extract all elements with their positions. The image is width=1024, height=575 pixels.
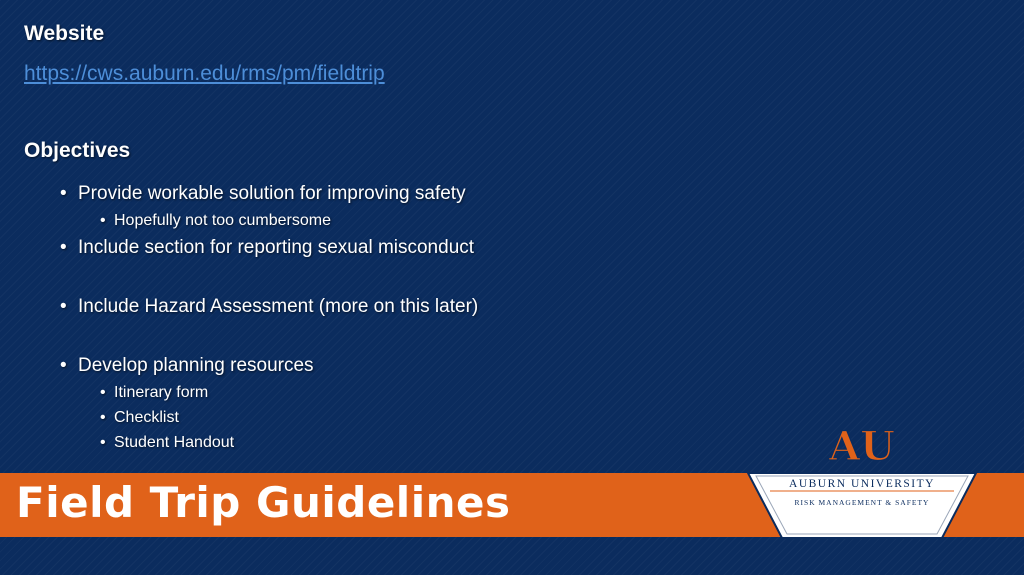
- bullet-icon: •: [60, 296, 67, 317]
- bullet-icon: •: [100, 409, 106, 426]
- au-monogram-icon: [828, 423, 895, 470]
- logo-org-name: AUBURN UNIVERSITY: [789, 478, 935, 490]
- bullet-icon: •: [100, 212, 106, 229]
- svg-text:AU: AU: [829, 423, 895, 470]
- website-heading: Website: [24, 22, 105, 45]
- objective-item: • Include Hazard Assessment (more on this later): [60, 296, 479, 317]
- logo-graphic: [746, 418, 978, 540]
- bullet-icon: •: [60, 183, 67, 204]
- bullet-icon: •: [60, 355, 67, 376]
- logo-dept-name: RISK MANAGEMENT & SAFETY: [794, 498, 930, 507]
- objective-item: • Include section for reporting sexual misconduct: [60, 237, 475, 258]
- objective-subitem: • Hopefully not too cumbersome: [100, 212, 331, 229]
- objective-item: • Provide workable solution for improving safety: [60, 183, 466, 204]
- slide-title: Field Trip Guidelines: [16, 478, 511, 527]
- objective-item: • Develop planning resources: [60, 355, 314, 376]
- objective-subitem: • Student Handout: [100, 434, 235, 451]
- objective-subitem: • Checklist: [100, 409, 179, 426]
- objective-subitem: • Itinerary form: [100, 384, 209, 401]
- website-link[interactable]: https://cws.auburn.edu/rms/pm/fieldtrip: [24, 62, 385, 85]
- bullet-icon: •: [60, 237, 67, 258]
- bullet-icon: •: [100, 434, 106, 451]
- bullet-icon: •: [100, 384, 106, 401]
- auburn-logo: [746, 418, 978, 540]
- objectives-heading: Objectives: [24, 139, 131, 162]
